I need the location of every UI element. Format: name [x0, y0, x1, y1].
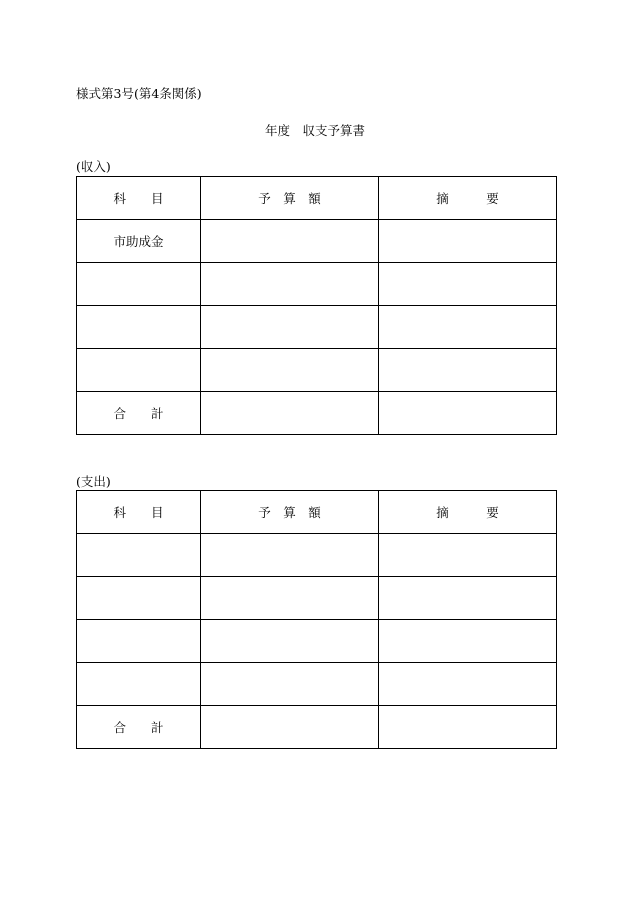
summary-cell[interactable] — [379, 306, 557, 349]
expense-section-label: (支出) — [76, 474, 111, 489]
amount-cell[interactable] — [201, 620, 379, 663]
amount-cell[interactable] — [201, 663, 379, 706]
total-label: 合 計 — [77, 706, 201, 749]
table-row — [77, 220, 557, 263]
item-cell[interactable] — [77, 663, 201, 706]
summary-cell[interactable] — [379, 534, 557, 577]
item-cell[interactable] — [77, 306, 201, 349]
amount-cell[interactable] — [201, 263, 379, 306]
income-header-row — [77, 177, 557, 220]
income-table — [76, 176, 557, 435]
table-row — [77, 263, 557, 306]
total-amount-cell[interactable] — [201, 706, 379, 749]
item-cell[interactable] — [77, 534, 201, 577]
total-summary-cell[interactable] — [379, 706, 557, 749]
summary-cell[interactable] — [379, 220, 557, 263]
total-summary-cell[interactable] — [379, 392, 557, 435]
expense-table — [76, 490, 557, 749]
total-amount-cell[interactable] — [201, 392, 379, 435]
total-label: 合 計 — [77, 392, 201, 435]
header-budget-amount: 予 算 額 — [201, 177, 379, 220]
summary-cell[interactable] — [379, 663, 557, 706]
income-section-label: (収入) — [76, 159, 111, 174]
item-cell[interactable] — [77, 349, 201, 392]
amount-cell[interactable] — [201, 577, 379, 620]
header-budget-amount: 予 算 額 — [201, 491, 379, 534]
amount-cell[interactable] — [201, 534, 379, 577]
amount-cell[interactable] — [201, 306, 379, 349]
item-cell[interactable] — [77, 577, 201, 620]
summary-cell[interactable] — [379, 620, 557, 663]
header-item: 科 目 — [77, 491, 201, 534]
total-row — [77, 392, 557, 435]
header-summary: 摘 要 — [379, 491, 557, 534]
header-summary: 摘 要 — [379, 177, 557, 220]
document-title: 年度 収支予算書 — [264, 123, 365, 138]
item-cell[interactable] — [77, 620, 201, 663]
table-row — [77, 534, 557, 577]
amount-cell[interactable] — [201, 220, 379, 263]
table-row — [77, 349, 557, 392]
summary-cell[interactable] — [379, 263, 557, 306]
form-number: 様式第3号(第4条関係) — [76, 86, 202, 101]
summary-cell[interactable] — [379, 349, 557, 392]
table-row — [77, 306, 557, 349]
table-row — [77, 663, 557, 706]
table-row — [77, 577, 557, 620]
total-row — [77, 706, 557, 749]
expense-header-row — [77, 491, 557, 534]
item-cell[interactable]: 市助成金 — [77, 220, 201, 263]
summary-cell[interactable] — [379, 577, 557, 620]
header-item: 科 目 — [77, 177, 201, 220]
table-row — [77, 620, 557, 663]
item-cell[interactable] — [77, 263, 201, 306]
amount-cell[interactable] — [201, 349, 379, 392]
